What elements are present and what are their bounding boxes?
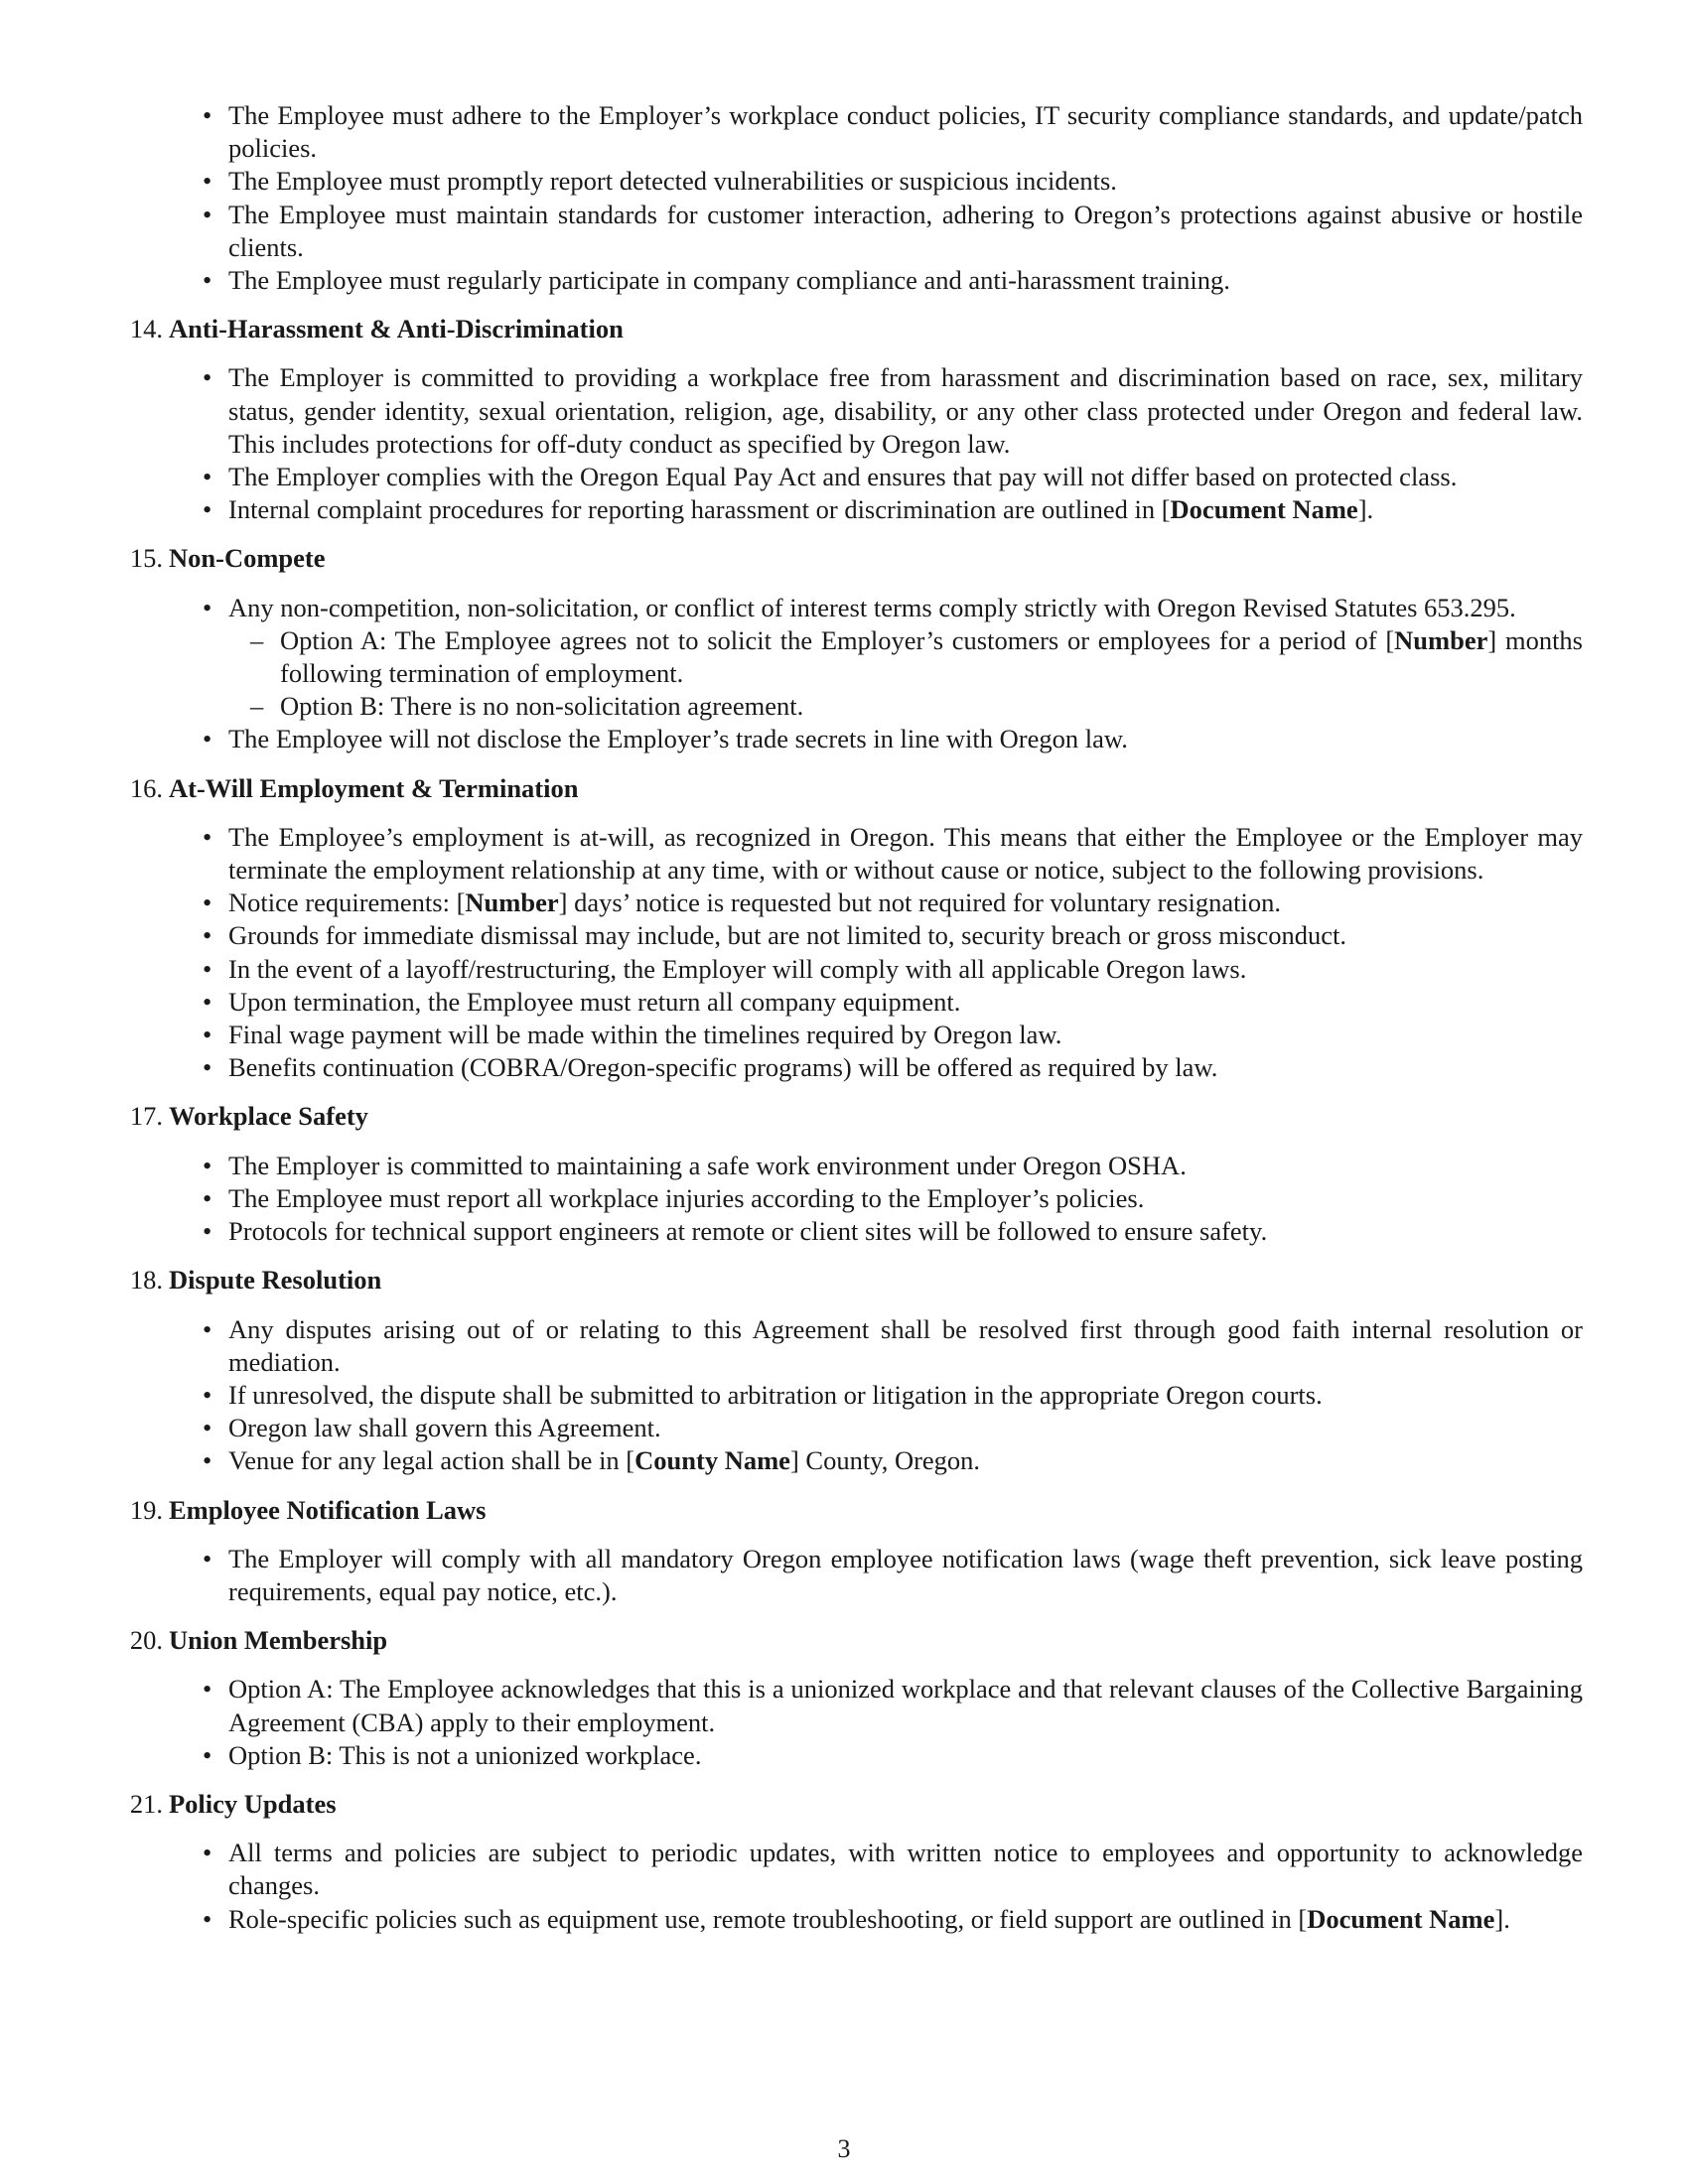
- list-item: [228, 1182, 1583, 1215]
- list-item: [228, 1673, 1583, 1738]
- list-item: [228, 592, 1583, 724]
- section-title: Anti-Harassment & Anti-Discrimination: [169, 314, 624, 344]
- text-segment: Notice requirements: [: [228, 887, 466, 918]
- list-item: [228, 1837, 1583, 1902]
- section-bullet-list: [169, 361, 1583, 526]
- section: [129, 1788, 1583, 1936]
- list-item-text: The Employee’s employment is at-will, as recognized in Oregon. This means that either the Employee or the Employer may terminate the employment relationship at any time, with or without cause or notice, subject to the following provisions.: [228, 821, 1583, 886]
- section-heading: [129, 1624, 1583, 1657]
- section-title: Policy Updates: [169, 1788, 337, 1819]
- list-item-text: The Employee must maintain standards for customer interaction, adhering to Oregon’s protections against abusive or hostile clients.: [228, 199, 1583, 262]
- list-item: [228, 1215, 1583, 1248]
- list-item-text: The Employer complies with the Oregon Equal Pay Act and ensures that pay will not differ based on protected class.: [228, 462, 1458, 492]
- placeholder-field: Document Name: [1170, 494, 1358, 525]
- sub-list-item: [280, 690, 1583, 723]
- text-segment: ] days’ notice is requested but not required for voluntary resignation.: [558, 887, 1281, 918]
- list-item: [228, 1903, 1583, 1936]
- list-item: [228, 1019, 1583, 1051]
- section-heading: [129, 772, 1583, 805]
- list-item: [228, 723, 1583, 755]
- section-bullet-list: [169, 821, 1583, 1085]
- list-item-text: Any non-competition, non-solicitation, or conflict of interest terms comply strictly with Oregon Revised Statutes 653.295.: [228, 592, 1516, 622]
- section-heading: [129, 313, 1583, 345]
- list-item: [228, 165, 1583, 198]
- section: [129, 313, 1583, 526]
- section-title: Workplace Safety: [169, 1101, 368, 1132]
- list-item-text: Benefits continuation (COBRA/Oregon-specific programs) will be offered as required by law.: [228, 1052, 1218, 1083]
- section-bullet-list: [169, 1837, 1583, 1936]
- section: [129, 542, 1583, 755]
- list-item: [228, 361, 1583, 461]
- placeholder-field: Document Name: [1307, 1903, 1495, 1934]
- section-number: 19.: [129, 1494, 163, 1525]
- section-number: 21.: [129, 1788, 163, 1819]
- section: [129, 1100, 1583, 1248]
- list-item: [228, 264, 1583, 297]
- section: [129, 1624, 1583, 1772]
- list-item: [228, 821, 1583, 887]
- list-item: [228, 986, 1583, 1019]
- list-item-text: [228, 1445, 980, 1475]
- list-item: [228, 1150, 1583, 1182]
- section-title: At-Will Employment & Termination: [169, 772, 579, 803]
- section-number: 18.: [129, 1265, 163, 1296]
- list-item: [228, 887, 1583, 919]
- list-item-text: Final wage payment will be made within the timelines required by Oregon law.: [228, 1020, 1062, 1050]
- section: [129, 1494, 1583, 1609]
- list-item-text: [228, 1904, 1510, 1934]
- list-item: [228, 199, 1583, 264]
- list-item: [228, 461, 1583, 493]
- page-number: 3: [837, 2134, 851, 2163]
- list-item-text: The Employee must promptly report detected vulnerabilities or suspicious incidents.: [228, 166, 1117, 197]
- list-item: [228, 1739, 1583, 1772]
- list-item: [228, 99, 1583, 165]
- section: [129, 772, 1583, 1085]
- list-item: [228, 1051, 1583, 1084]
- section-heading: [129, 1264, 1583, 1297]
- text-segment: Venue for any legal action shall be in [: [228, 1445, 635, 1476]
- intro-bullet-list: [169, 99, 1583, 297]
- text-segment: Option A: The Employee agrees not to solicit the Employer’s customers or employees for a period of [: [280, 624, 1395, 655]
- list-item-text: Protocols for technical support engineers at remote or client sites will be followed to ensure safety.: [228, 1216, 1268, 1247]
- list-item-text: Oregon law shall govern this Agreement.: [228, 1413, 661, 1443]
- section-title: Union Membership: [169, 1625, 388, 1656]
- list-item-text: Option B: There is no non-solicitation agreement.: [280, 691, 804, 722]
- list-item: [228, 1412, 1583, 1444]
- list-item: [228, 1543, 1583, 1608]
- section-number: 15.: [129, 543, 163, 574]
- list-item-text: [280, 625, 1583, 688]
- text-segment: ] months following termination of employment.: [280, 624, 1583, 689]
- section-heading: [129, 1788, 1583, 1821]
- placeholder-field: Number: [1394, 624, 1488, 655]
- placeholder-field: Number: [465, 887, 559, 918]
- list-item-text: Any disputes arising out of or relating to this Agreement shall be resolved first through good faith internal resolution or mediation.: [228, 1313, 1583, 1377]
- section-heading: [129, 542, 1583, 575]
- sections-container: [129, 313, 1583, 1936]
- list-item-text: The Employer will comply with all mandatory Oregon employee notification laws (wage theft prevention, sick leave posting requirements, equal pay notice, etc.).: [228, 1543, 1583, 1606]
- list-item-text: The Employee must report all workplace injuries according to the Employer’s policies.: [228, 1182, 1145, 1213]
- text-segment: ].: [1494, 1903, 1510, 1934]
- list-item-text: [228, 494, 1373, 524]
- list-item-text: Grounds for immediate dismissal may include, but are not limited to, security breach or gross misconduct.: [228, 920, 1347, 951]
- section-bullet-list: [169, 1673, 1583, 1772]
- section-number: 14.: [129, 314, 163, 344]
- list-item-text: Upon termination, the Employee must return all company equipment.: [228, 986, 961, 1017]
- list-item-text: The Employee will not disclose the Employer’s trade secrets in line with Oregon law.: [228, 724, 1128, 754]
- section-number: 17.: [129, 1101, 163, 1132]
- list-item-text: In the event of a layoff/restructuring, the Employer will comply with all applicable Oregon laws.: [228, 953, 1247, 984]
- section-number: 16.: [129, 772, 163, 803]
- section-bullet-list: [169, 1543, 1583, 1608]
- list-item: [228, 919, 1583, 952]
- section-title: Dispute Resolution: [169, 1265, 382, 1296]
- text-segment: Internal complaint procedures for reporting harassment or discrimination are outlined in [: [228, 494, 1171, 525]
- list-item: [228, 953, 1583, 986]
- list-item: [228, 1444, 1583, 1477]
- list-item: [228, 1313, 1583, 1379]
- list-item-text: All terms and policies are subject to periodic updates, with written notice to employees and opportunity to acknowledge changes.: [228, 1838, 1583, 1901]
- section-bullet-list: [169, 592, 1583, 756]
- list-item-text: [228, 887, 1281, 917]
- section-title: Employee Notification Laws: [169, 1494, 487, 1525]
- section-bullet-list: [169, 1150, 1583, 1249]
- section-heading: [129, 1100, 1583, 1133]
- placeholder-field: County Name: [634, 1445, 790, 1476]
- list-item-text: The Employee must adhere to the Employer’s workplace conduct policies, IT security compliance standards, and update/patch policies.: [228, 100, 1583, 164]
- text-segment: Role-specific policies such as equipment use, remote troubleshooting, or field support are outlined in [: [228, 1903, 1308, 1934]
- list-item-text: The Employer is committed to maintaining a safe work environment under Oregon OSHA.: [228, 1150, 1187, 1180]
- text-segment: ].: [1357, 494, 1374, 525]
- list-item-text: Option A: The Employee acknowledges that this is a unionized workplace and that relevant clauses of the Collective Bargaining Agreement (CBA) apply to their employment.: [228, 1674, 1583, 1737]
- text-segment: ] County, Oregon.: [789, 1445, 981, 1476]
- section-title: Non-Compete: [169, 543, 326, 574]
- list-item: [228, 1379, 1583, 1412]
- sub-list-item: [280, 624, 1583, 690]
- sub-bullet-list: [228, 624, 1583, 724]
- list-item-text: If unresolved, the dispute shall be submitted to arbitration or litigation in the appropriate Oregon courts.: [228, 1379, 1323, 1410]
- section-bullet-list: [169, 1313, 1583, 1478]
- list-item-text: Option B: This is not a unionized workplace.: [228, 1739, 702, 1770]
- section: [129, 1264, 1583, 1477]
- page-body: [129, 99, 1583, 1936]
- list-item: [228, 493, 1583, 526]
- list-item-text: The Employer is committed to providing a workplace free from harassment and discrimination based on race, sex, military status, gender identity, sexual orientation, religion, age, disability, or any other class protected under Oregon and federal law. This includes protections for off-duty conduct as specified by Oregon law.: [228, 362, 1583, 459]
- list-item-text: The Employee must regularly participate in company compliance and anti-harassment training.: [228, 265, 1230, 296]
- section-number: 20.: [129, 1625, 163, 1656]
- section-heading: [129, 1494, 1583, 1527]
